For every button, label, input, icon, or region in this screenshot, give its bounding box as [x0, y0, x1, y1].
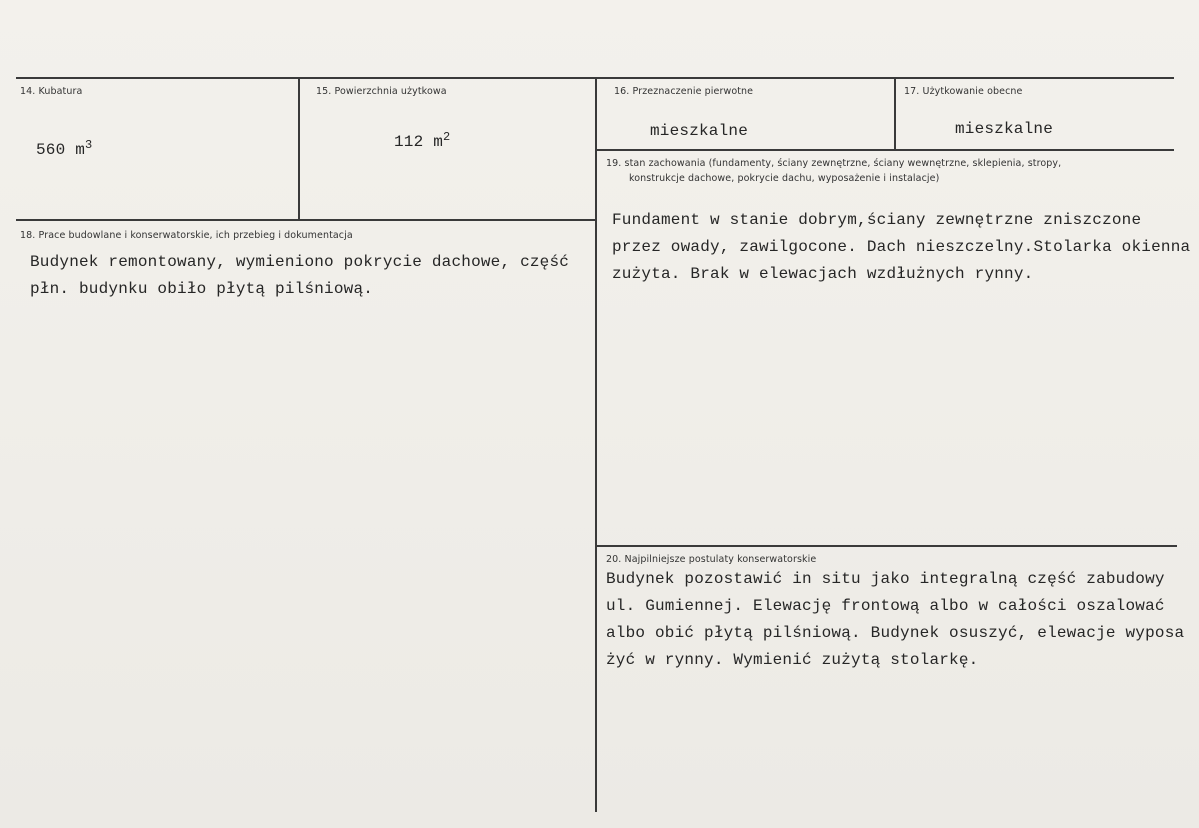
field-14-exponent: 3 — [85, 138, 93, 152]
field-19-line-3: zużyta. Brak w elewacjach wzdłużnych rynny. — [612, 265, 1034, 283]
field-19-label-line-2: konstrukcje dachowe, pokrycie dachu, wyposażenie i instalacje) — [629, 173, 940, 184]
field-19-text — [612, 207, 1190, 288]
field-16-label: 16. Przeznaczenie pierwotne — [614, 86, 754, 97]
field-15-number: 112 m — [394, 133, 444, 151]
field-15-exponent: 2 — [443, 130, 451, 144]
field-15-label: 15. Powierzchnia użytkowa — [316, 86, 447, 97]
field-14-number: 560 m — [36, 141, 86, 159]
field-18-line-2: płn. budynku obiło płytą pilśniową. — [30, 280, 374, 298]
field-14-value — [36, 138, 93, 159]
field-20-label: 20. Najpilniejsze postulaty konserwatorskie — [606, 554, 817, 565]
field-18-text — [30, 249, 569, 303]
field-15-value — [394, 130, 451, 151]
field-20-line-4: żyć w rynny. Wymienić zużytą stolarkę. — [606, 651, 979, 669]
field-19-line-1: Fundament w stanie dobrym,ściany zewnętrzne zniszczone — [612, 211, 1142, 229]
field-16-value: mieszkalne — [650, 122, 749, 140]
field-20-text — [606, 566, 1184, 674]
field-19-line-2: przez owady, zawilgocone. Dach nieszczelny.Stolarka okienna — [612, 238, 1191, 256]
divider-15-16 — [595, 78, 597, 812]
rule-above-20 — [596, 545, 1177, 547]
divider-14-15 — [298, 78, 300, 220]
field-17-label: 17. Użytkowanie obecne — [904, 86, 1023, 97]
field-19-label-line-1: 19. stan zachowania (fundamenty, ściany zewnętrzne, ściany wewnętrzne, sklepienia, stropy, — [606, 158, 1062, 169]
field-17-value: mieszkalne — [955, 120, 1054, 138]
field-18-label: 18. Prace budowlane i konserwatorskie, ich przebieg i dokumentacja — [20, 230, 353, 241]
field-18-line-1: Budynek remontowany, wymieniono pokrycie dachowe, część — [30, 253, 570, 271]
divider-16-17 — [894, 78, 896, 150]
field-20-line-2: ul. Gumiennej. Elewację frontową albo w całości oszalować — [606, 597, 1165, 615]
rule-under-16-17 — [596, 149, 1174, 151]
field-14-label: 14. Kubatura — [20, 86, 83, 97]
field-20-line-3: albo obić płytą pilśniową. Budynek osuszyć, elewacje wyposa — [606, 624, 1185, 642]
field-20-line-1: Budynek pozostawić in situ jako integralną część zabudowy — [606, 570, 1165, 588]
rule-under-14-15 — [16, 219, 596, 221]
